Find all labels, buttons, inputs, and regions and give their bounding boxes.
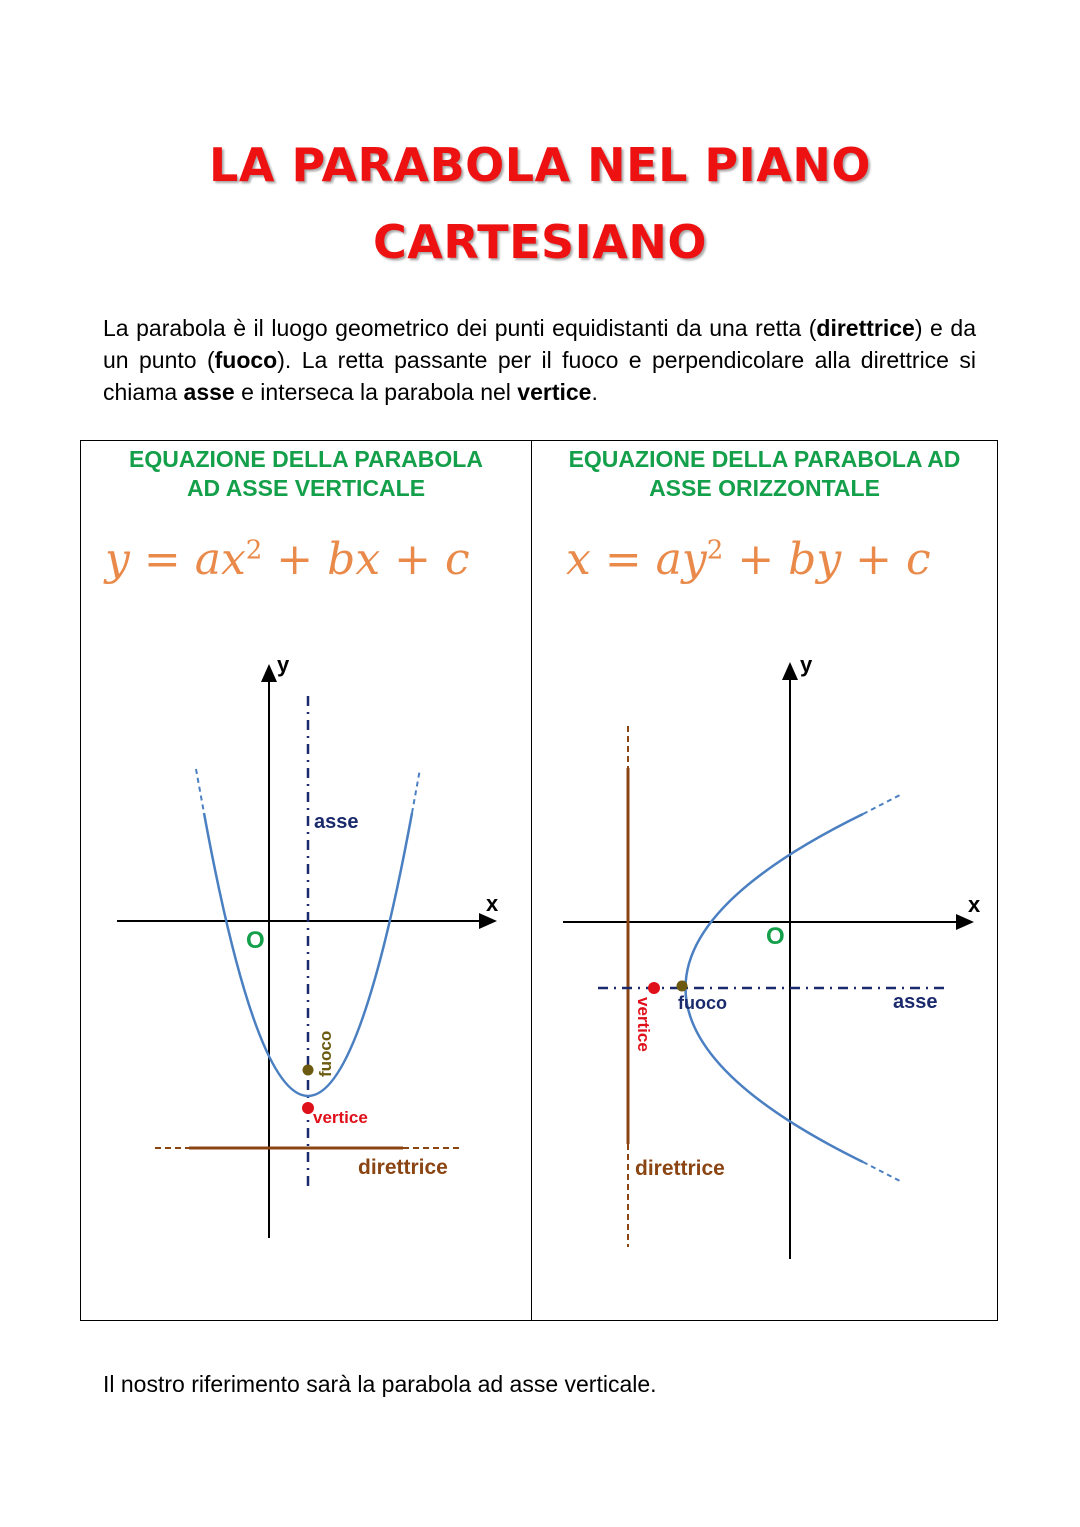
intro-text-5: .: [591, 379, 598, 405]
asse-label: asse: [893, 991, 938, 1013]
intro-term-asse: asse: [183, 379, 235, 405]
vertical-heading-line2: AD ASSE VERTICALE: [186, 475, 426, 501]
intro-term-fuoco: fuoco: [214, 347, 278, 373]
y-axis-label: y: [800, 652, 813, 677]
focus-point: [677, 981, 688, 992]
fuoco-label: fuoco: [316, 1030, 335, 1077]
x-axis-label: x: [486, 891, 499, 916]
y-axis-label: y: [277, 652, 290, 677]
page-title-line2: CARTESIANO: [373, 215, 707, 269]
parabola-dashed-top: [863, 795, 900, 814]
horizontal-eq-lhs: x: [566, 534, 591, 585]
page-title-line1: LA PARABOLA NEL PIANO: [209, 138, 871, 192]
vertical-parabola-graph: [81, 441, 531, 1322]
parabola-dashed-left: [196, 769, 204, 813]
intro-paragraph: [103, 312, 976, 408]
horizontal-heading-line1: EQUAZIONE DELLA PARABOLA AD: [568, 446, 961, 472]
vertical-axis-column: [81, 441, 531, 1320]
intro-text-3: ). La retta passante per il fuoco e perpendicolare alla direttrice si chiama: [103, 347, 976, 405]
intro-term-vertice: vertice: [517, 379, 592, 405]
vertice-label: vertice: [634, 997, 653, 1052]
asse-label: asse: [314, 811, 359, 833]
comparison-table: [80, 440, 998, 1321]
footer-note: Il nostro riferimento sarà la parabola ad asse verticale.: [103, 1371, 657, 1397]
intro-text-1: La parabola è il luogo geometrico dei punti equidistanti da una retta (: [103, 315, 817, 341]
vertical-eq-lhs: y: [105, 534, 130, 585]
horizontal-eq-rhs-a: = ay: [604, 534, 707, 585]
horizontal-parabola-graph: [532, 441, 997, 1322]
x-axis-label: x: [968, 892, 981, 917]
vertical-heading-line1: EQUAZIONE DELLA PARABOLA: [129, 446, 483, 472]
focus-point: [303, 1065, 314, 1076]
intro-text-2: ) e da un punto (: [103, 315, 976, 373]
vertice-label: vertice: [313, 1108, 368, 1127]
origin-label: O: [766, 923, 785, 950]
parabola-curve: [204, 813, 412, 1096]
vertical-eq-exp: 2: [245, 535, 263, 566]
horizontal-eq-exp: 2: [706, 535, 724, 566]
horizontal-axis-column: [532, 441, 997, 1320]
parabola-dashed-right: [412, 769, 420, 813]
direttrice-label: direttrice: [358, 1156, 448, 1179]
vertical-eq-rhs-a: = ax: [143, 534, 246, 585]
direttrice-label: direttrice: [635, 1157, 725, 1180]
origin-label: O: [246, 927, 265, 954]
intro-text-4: e interseca la parabola nel: [234, 379, 518, 405]
vertical-eq-rhs-b: + bx + c: [262, 534, 470, 585]
fuoco-label: fuoco: [678, 993, 727, 1013]
horizontal-heading-line2: ASSE ORIZZONTALE: [649, 475, 880, 501]
vertex-point: [648, 982, 660, 994]
horizontal-eq-rhs-b: + by + c: [723, 534, 931, 585]
parabola-dashed-bottom: [863, 1162, 900, 1181]
intro-term-direttrice: direttrice: [816, 315, 915, 341]
